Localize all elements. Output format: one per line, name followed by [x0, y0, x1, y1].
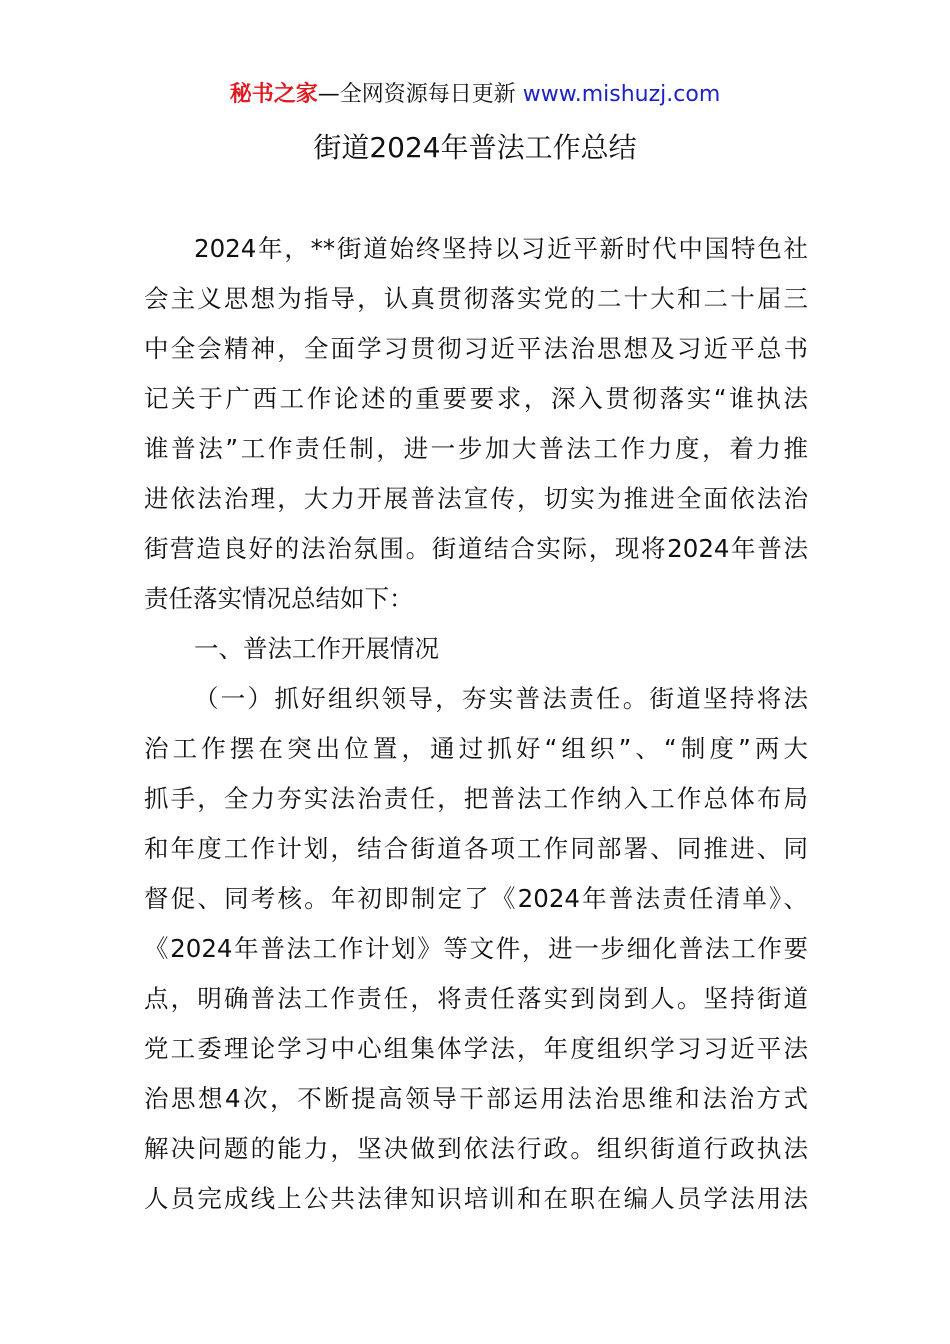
paragraph-line: 抓手，全力夯实法治责任，把普法工作纳入工作总体布局: [144, 784, 808, 813]
paragraph-line: （一）抓好组织领导，夯实普法责任。街道坚持将法: [194, 684, 808, 713]
paragraph-line: 和年度工作计划，结合街道各项工作同部署、同推进、同: [144, 834, 808, 863]
brand-name: 秘书之家: [229, 82, 318, 107]
paragraph-line: 谁普法”工作责任制，进一步加大普法工作力度，着力推: [144, 434, 808, 463]
section-heading: 一、普法工作开展情况: [194, 634, 439, 663]
site-header: [0, 78, 950, 112]
paragraph-line: 党工委理论学习中心组集体学法，年度组织学习习近平法: [144, 1034, 808, 1063]
paragraph-line: 治思想4次，不断提高领导干部运用法治思维和法治方式: [144, 1084, 808, 1113]
paragraph-line: 会主义思想为指导，认真贯彻落实党的二十大和二十届三: [144, 284, 808, 313]
site-url-link[interactable]: www.mishuzj.com: [522, 82, 721, 107]
paragraph-line: 2024年，**街道始终坚持以习近平新时代中国特色社: [194, 234, 808, 263]
paragraph-line: 中全会精神，全面学习贯彻习近平法治思想及习近平总书: [144, 334, 808, 363]
document-title: 街道2024年普法工作总结: [313, 131, 637, 164]
paragraph-line: 治工作摆在突出位置，通过抓好“组织”、“制度”两大: [144, 734, 808, 763]
paragraph-line: 督促、同考核。年初即制定了《2024年普法责任清单》、: [144, 884, 808, 913]
header-slogan: —全网资源每日更新: [317, 82, 516, 107]
paragraph-line: 责任落实情况总结如下：: [144, 584, 414, 613]
paragraph-line: 记关于广西工作论述的重要要求，深入贯彻落实“谁执法: [144, 384, 808, 413]
paragraph-line: 《2024年普法工作计划》等文件，进一步细化普法工作要: [144, 934, 808, 963]
paragraph-line: 人员完成线上公共法律知识培训和在职在编人员学法用法: [144, 1184, 808, 1213]
paragraph-line: 点，明确普法工作责任，将责任落实到岗到人。坚持街道: [144, 984, 808, 1013]
paragraph-line: 街营造良好的法治氛围。街道结合实际，现将2024年普法: [144, 534, 808, 563]
paragraph-line: 进依法治理，大力开展普法宣传，切实为推进全面依法治: [144, 484, 808, 513]
paragraph-line: 解决问题的能力，坚决做到依法行政。组织街道行政执法: [144, 1134, 808, 1163]
document-body: [144, 224, 808, 1224]
